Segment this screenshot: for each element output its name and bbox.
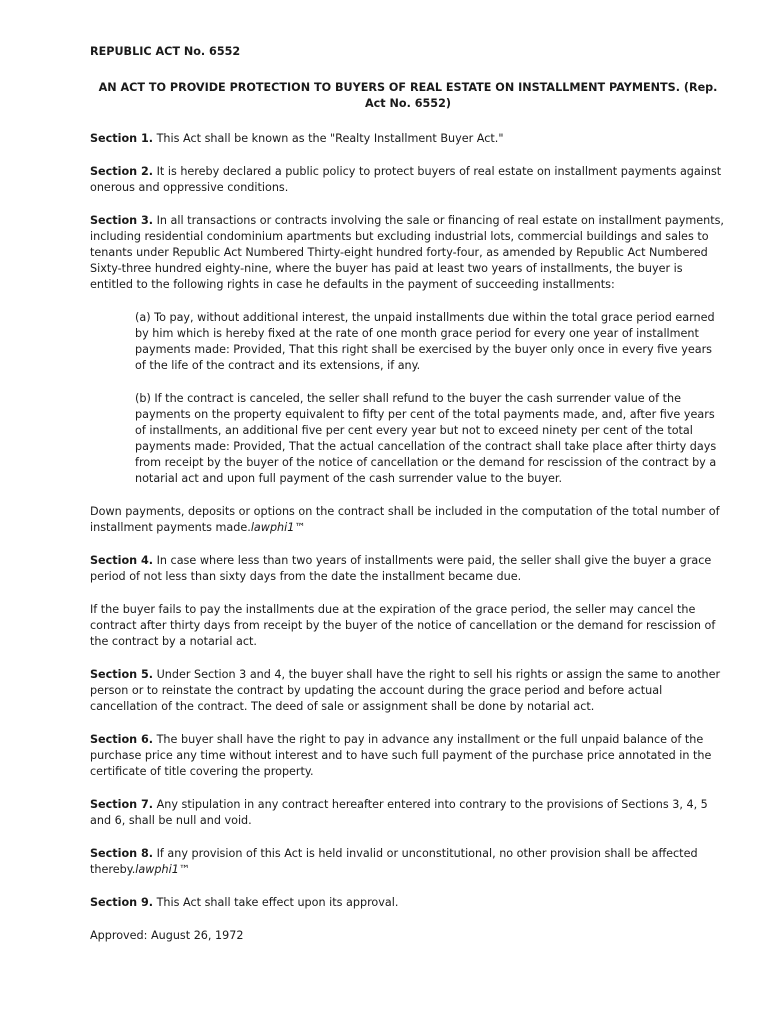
lawphil-mark: lawphi1™ (135, 863, 191, 876)
section-4-continuation: If the buyer fails to pay the installments due at the expiration of the grace period, the seller may cancel the contract after thirty days from receipt by the buyer of the notice of cancellation or the demand for rescission of the contract by a notarial act. (90, 603, 716, 648)
section-9-text: This Act shall take effect upon its approval. (153, 896, 399, 909)
section-1-label: Section 1. (90, 132, 154, 145)
section-7-label: Section 7. (90, 798, 154, 811)
section-4-label: Section 4. (90, 554, 154, 567)
section-3-label: Section 3. (90, 214, 154, 227)
act-number-heading: REPUBLIC ACT No. 6552 (90, 45, 241, 58)
section-3-clause-b: (b) If the contract is canceled, the seller shall refund to the buyer the cash surrender value of the payments on the property equivalent to fifty per cent of the total payments made, and, after five years of installments, an additional five per cent every year but not to exceed ninety per cent of the total payments made: Provided, That the actual cancellation of the contract shall take place after thirty days from receipt by the buyer of the notice of cancellation or the demand for rescission of the contract by a notarial act and upon full payment of the cash surrender value to the buyer. (135, 392, 717, 485)
section-8-label: Section 8. (90, 847, 154, 860)
section-2-text: It is hereby declared a public policy to protect buyers of real estate on installment payments against onerous and oppressive conditions. (90, 165, 722, 194)
section-3-down-payments (90, 504, 726, 536)
section-8 (90, 846, 726, 878)
section-1 (90, 131, 726, 147)
section-3 (90, 213, 726, 293)
approval-date: Approved: August 26, 1972 (90, 929, 244, 942)
section-6-label: Section 6. (90, 733, 154, 746)
section-4 (90, 553, 726, 585)
section-9-label: Section 9. (90, 896, 154, 909)
section-5-text: Under Section 3 and 4, the buyer shall have the right to sell his rights or assign the same to another person or to reinstate the contract by updating the account during the grace period and before actual cancellation of the contract. The deed of sale or assignment shall be done by notarial act. (90, 668, 721, 713)
section-2-label: Section 2. (90, 165, 154, 178)
section-4-text: In case where less than two years of installments were paid, the seller shall give the buyer a grace period of not less than sixty days from the date the installment became due. (90, 554, 712, 583)
section-3-clause-a: (a) To pay, without additional interest, the unpaid installments due within the total grace period earned by him which is hereby fixed at the rate of one month grace period for every one year of installment payments made: Provided, That this right shall be exercised by the buyer only once in every five years of the life of the contract and its extensions, if any. (135, 311, 715, 372)
section-2 (90, 164, 726, 196)
section-7-text: Any stipulation in any contract hereafter entered into contrary to the provisions of Sections 3, 4, 5 and 6, shall be null and void. (90, 798, 708, 827)
down-payments-text: Down payments, deposits or options on the contract shall be included in the computation of the total number of installment payments made. (90, 505, 720, 534)
section-5 (90, 667, 726, 715)
section-3-text: In all transactions or contracts involving the sale or financing of real estate on installment payments, including residential condominium apartments but excluding industrial lots, commercial buildings and sales to tenants under Republic Act Numbered Thirty-eight hundred forty-four, as amended by Republic Act Numbered Sixty-three hundred eighty-nine, where the buyer has paid at least two years of installments, the buyer is entitled to the following rights in case he defaults in the payment of succeeding installments: (90, 214, 724, 291)
section-7 (90, 797, 726, 829)
section-5-label: Section 5. (90, 668, 154, 681)
section-6 (90, 732, 726, 780)
lawphil-mark: lawphi1™ (250, 521, 306, 534)
section-8-text: If any provision of this Act is held invalid or unconstitutional, no other provision shall be affected thereby. (90, 847, 698, 876)
act-title: AN ACT TO PROVIDE PROTECTION TO BUYERS OF REAL ESTATE ON INSTALLMENT PAYMENTS. (Rep. Act No. 6552) (98, 81, 718, 110)
section-6-text: The buyer shall have the right to pay in advance any installment or the full unpaid balance of the purchase price any time without interest and to have such full payment of the purchase price annotated in the certificate of title covering the property. (90, 733, 712, 778)
section-9 (90, 895, 726, 911)
section-1-text: This Act shall be known as the "Realty Installment Buyer Act." (153, 132, 504, 145)
